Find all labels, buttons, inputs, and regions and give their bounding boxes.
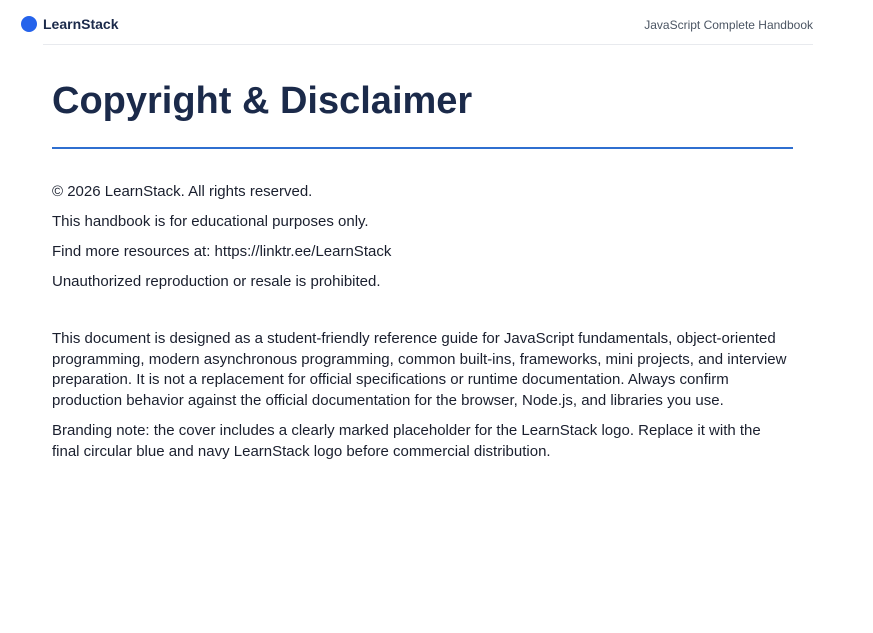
- copyright-notices: [52, 182, 792, 302]
- educational-purpose-line: This handbook is for educational purposes only.: [52, 213, 369, 230]
- branding-note-paragraph: Branding note: the cover includes a clearly marked placeholder for the LearnStack logo. Replace it with the final circular blue and navy LearnStack logo before commercial distribution.: [52, 422, 761, 460]
- copyright-line: © 2026 LearnStack. All rights reserved.: [52, 183, 313, 200]
- page-title: Copyright & Disclaimer: [52, 80, 473, 122]
- document-title: JavaScript Complete Handbook: [644, 18, 813, 32]
- header-divider: [43, 44, 813, 45]
- reproduction-notice-line: Unauthorized reproduction or resale is prohibited.: [52, 273, 381, 290]
- title-divider: [52, 147, 793, 149]
- resources-link-line: Find more resources at: https://linktr.ee/LearnStack: [52, 243, 392, 260]
- disclaimer-body: [52, 329, 792, 472]
- brand: [21, 16, 118, 32]
- brand-name: LearnStack: [43, 16, 119, 32]
- page-header: [0, 0, 873, 45]
- disclaimer-paragraph: This document is designed as a student-friendly reference guide for JavaScript fundamentals, object-oriented programming, modern asynchronous programming, common built-ins, frameworks, mini projects, and interview preparation. It is not a replacement for official specifications or runtime documentation. Always confirm production behavior against the official documentation for the browser, Node.js, and libraries you use.: [52, 330, 787, 409]
- learnstack-logo-icon: [21, 16, 37, 32]
